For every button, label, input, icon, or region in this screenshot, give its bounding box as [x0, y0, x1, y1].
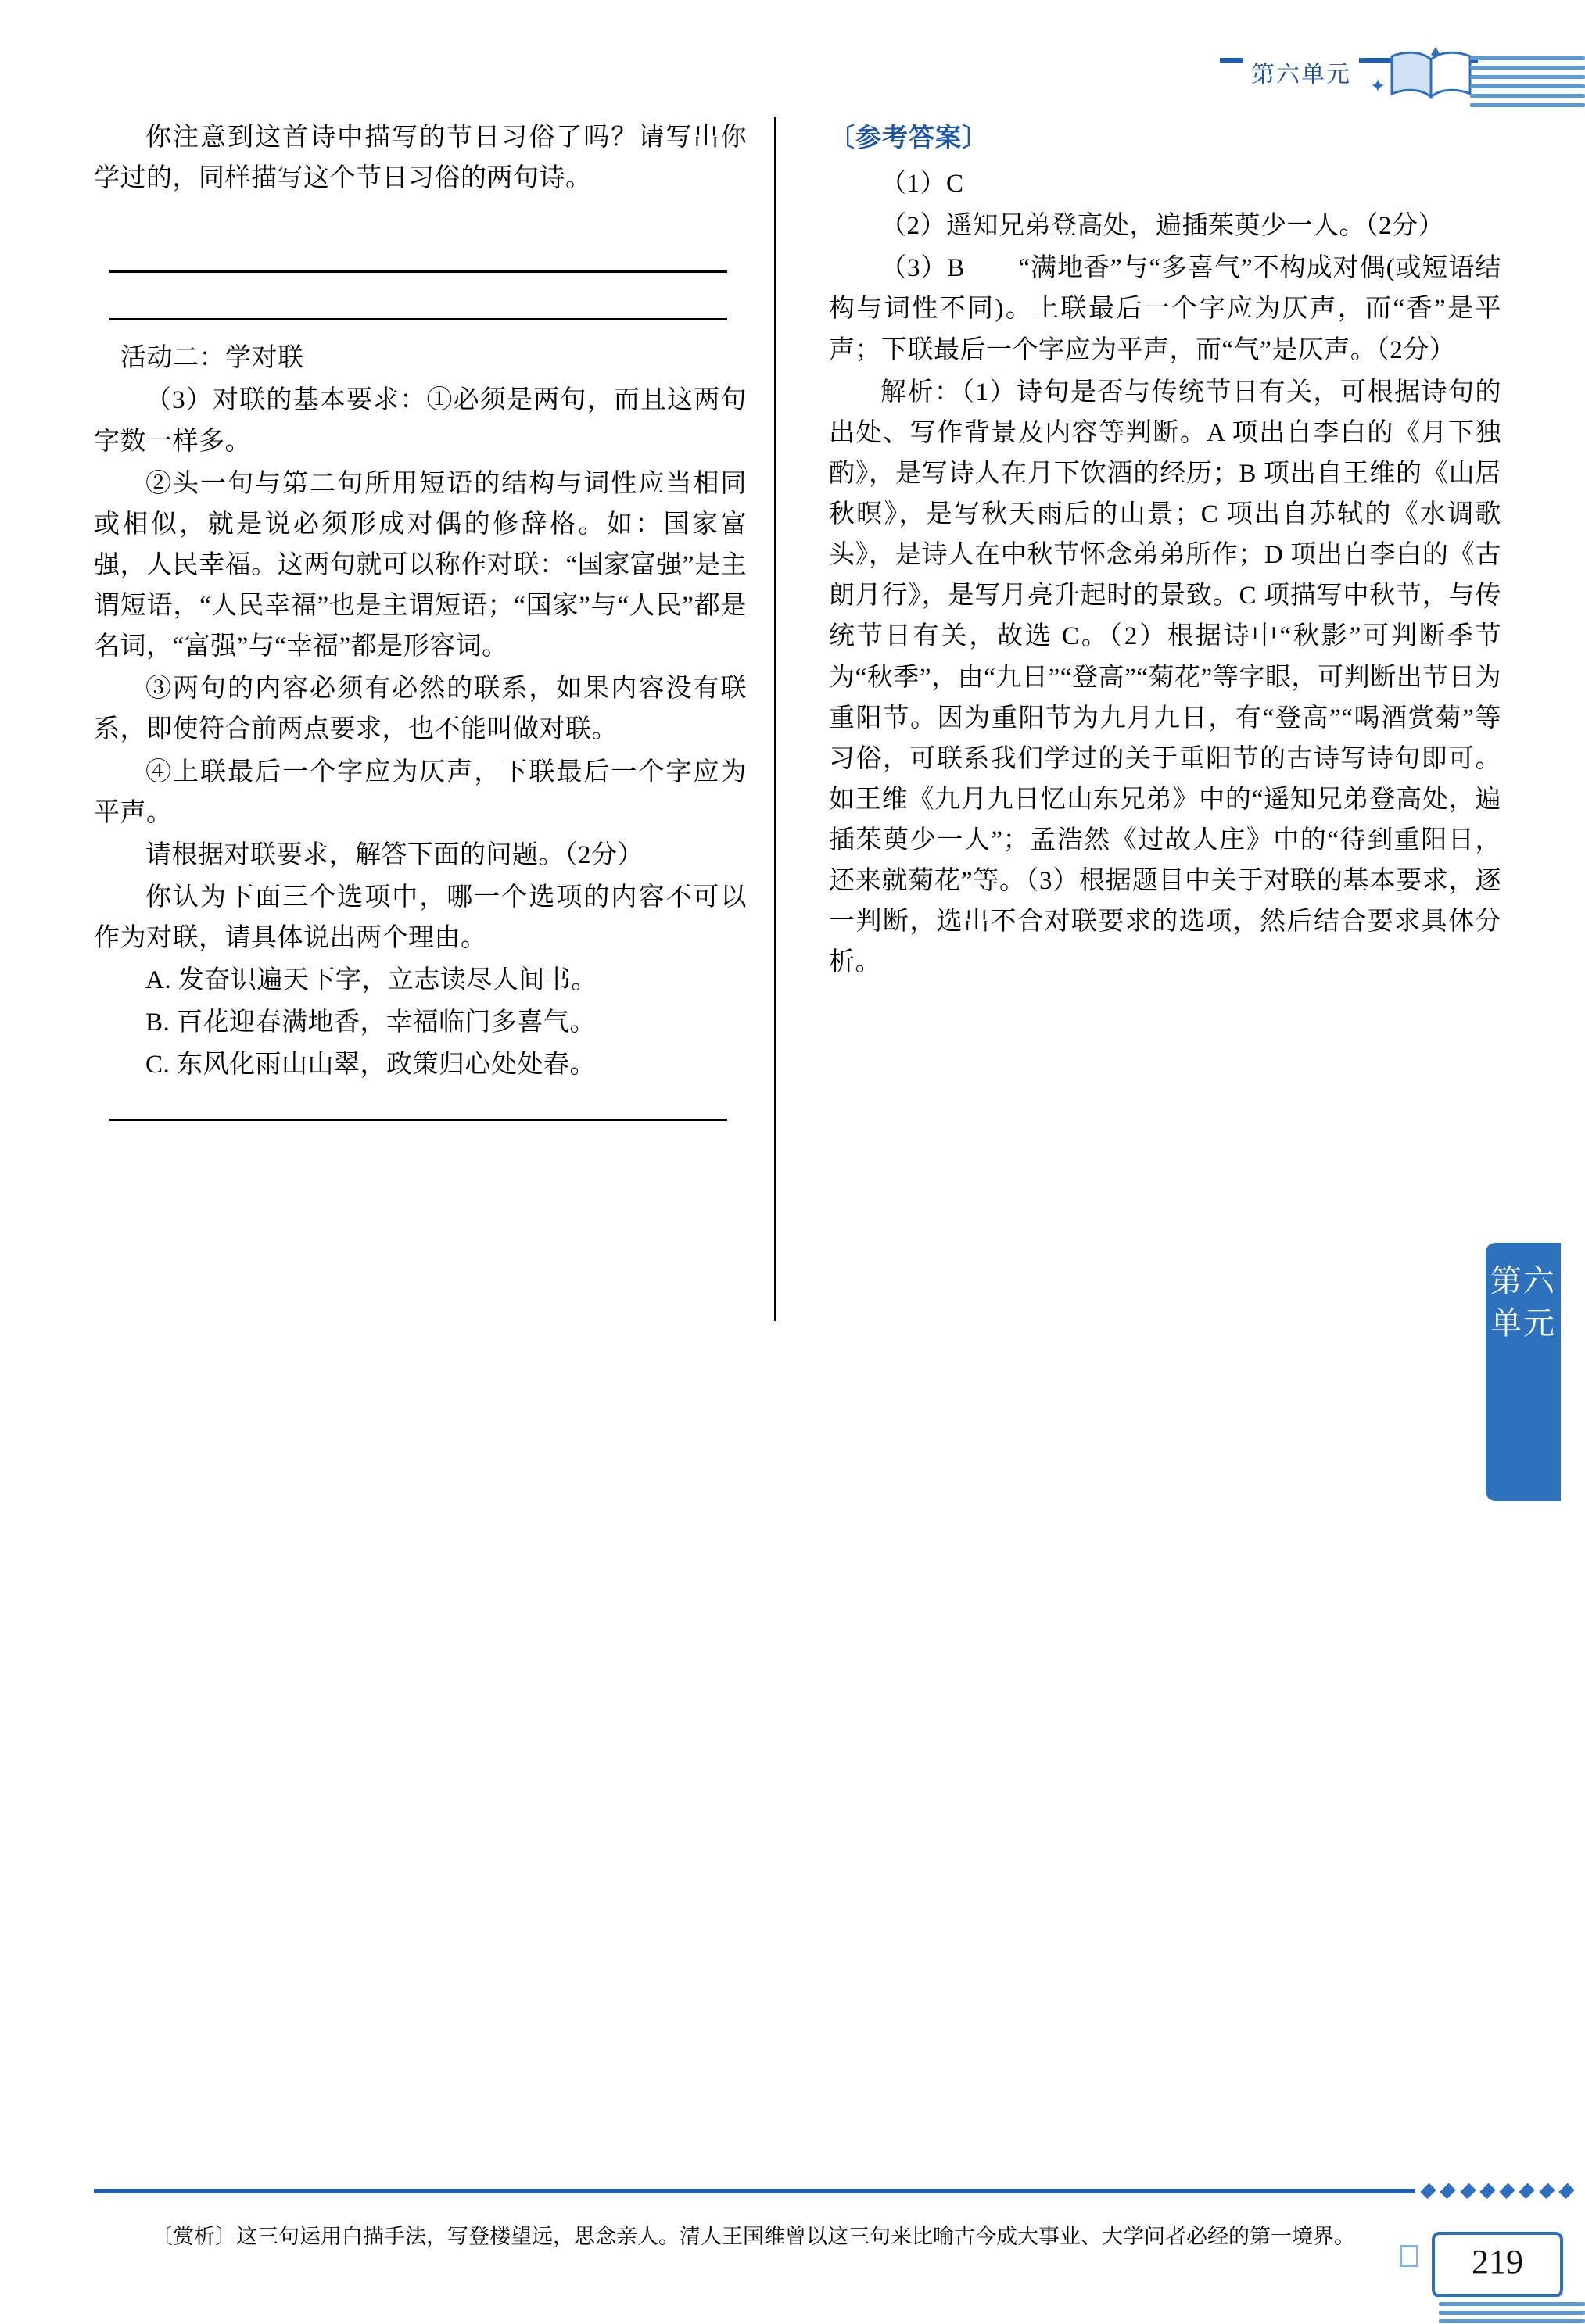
- requirement-1: （3）对联的基本要求：①必须是两句，而且这两句字数一样多。: [94, 386, 747, 456]
- question-instruction: 请根据对联要求，解答下面的问题。（2分）: [145, 840, 644, 869]
- header-stripes: [1470, 56, 1585, 102]
- footer-note-text: 〔赏析〕这三句运用白描手法，写登楼望远，思念亲人。清人王国维曾以这三句来比喻古今成大事业、大学问者必经的第一境界。: [152, 2225, 1355, 2248]
- left-column: [94, 117, 747, 1121]
- header-unit-label: 第六单元: [1243, 55, 1359, 89]
- answer-2: （2）遥知兄弟登高处，遍插茱萸少一人。（2分）: [880, 212, 1444, 241]
- open-book-icon: [1384, 45, 1478, 108]
- option-c[interactable]: C. 东风化雨山山翠，政策归心处处春。: [145, 1051, 597, 1080]
- answer-3: （3）B “满地香”与“多喜气”不构成对偶(或短语结构与词性不同)。上联最后一个字应为仄声，而“香”是平声；下联最后一个字应为平声，而“气”是仄声。（2分）: [829, 254, 1501, 364]
- column-divider: [774, 117, 776, 1321]
- footer-rule: [94, 2189, 1415, 2193]
- analysis-paragraph: 解析：（1）诗句是否与传统节日有关，可根据诗句的出处、写作背景及内容等判断。A 项出自李白的《月下独酌》，是写诗人在月下饮酒的经历；B 项出自王维的《山居秋暝》，是写秋天雨后的山景；C 项出自苏轼的《水调歌头》，是诗人在中秋节怀念弟弟所作；D 项出自李白的《古朗月行》，是写月亮升起时的景致。C 项描写中秋节，与传统节日有关，故选 C。（2）根据诗中“秋影”可判断季节为“秋季”，由“九日”“登高”“菊花”等字眼，可判断出节日为重阳节。因为重阳节为九月九日，有“登高”“喝酒赏菊”等习俗，可联系我们学过的关于重阳节的古诗写诗句即可。如王维《九月九日忆山东兄弟》中的“遥知兄弟登高处，遍插茱萸少一人”；孟浩然《过故人庄》中的“待到重阳日，还来就菊花”等。（3）根据题目中关于对联的基本要求，逐一判断，选出不合对联要求的选项，然后结合要求具体分析。: [829, 378, 1501, 977]
- answer-blank-line-2[interactable]: [109, 273, 727, 320]
- option-a[interactable]: A. 发奋识遍天下字，立志读尽人间书。: [145, 966, 597, 995]
- intro-paragraph: 你注意到这首诗中描写的节日习俗了吗？请写出你学过的，同样描写这个节日习俗的两句诗。: [94, 124, 747, 193]
- requirement-2: ②头一句与第二句所用短语的结构与词性应当相同或相似，就是说必须形成对偶的修辞格。如：国家富强，人民幸福。这两句就可以称作对联：“国家富强”是主谓短语，“人民幸福”也是主谓短语；“国家”与“人民”都是名词，“富强”与“幸福”都是形容词。: [94, 469, 747, 661]
- section-rule: [109, 1119, 727, 1121]
- requirement-3: ③两句的内容必须有必然的联系，如果内容没有联系，即使符合前两点要求，也不能叫做对联。: [94, 675, 747, 744]
- unit-side-tab: 第六单元: [1486, 1243, 1561, 1501]
- requirement-4: ④上联最后一个字应为仄声，下联最后一个字应为平声。: [94, 757, 747, 827]
- star-icon: ✦: [1370, 77, 1386, 97]
- activity-title: 活动二：学对联: [120, 344, 304, 373]
- answer-blank-line-1[interactable]: [109, 225, 727, 273]
- right-column: [829, 117, 1501, 985]
- footer-square-icon: [1400, 2245, 1418, 2267]
- option-b[interactable]: B. 百花迎春满地香，幸福临门多喜气。: [145, 1008, 597, 1037]
- page-header: [0, 0, 1585, 133]
- footer-note: [109, 2220, 1376, 2254]
- reference-answer-heading: 〔参考答案〕: [829, 124, 988, 152]
- page-number: 219: [1432, 2232, 1563, 2297]
- footer-stripes: [1439, 2302, 1585, 2324]
- footer-dots: [1423, 2181, 1572, 2201]
- question-stem: 你认为下面三个选项中，哪一个选项的内容不可以作为对联，请具体说出两个理由。: [94, 883, 747, 952]
- answer-1: （1）C: [880, 170, 964, 198]
